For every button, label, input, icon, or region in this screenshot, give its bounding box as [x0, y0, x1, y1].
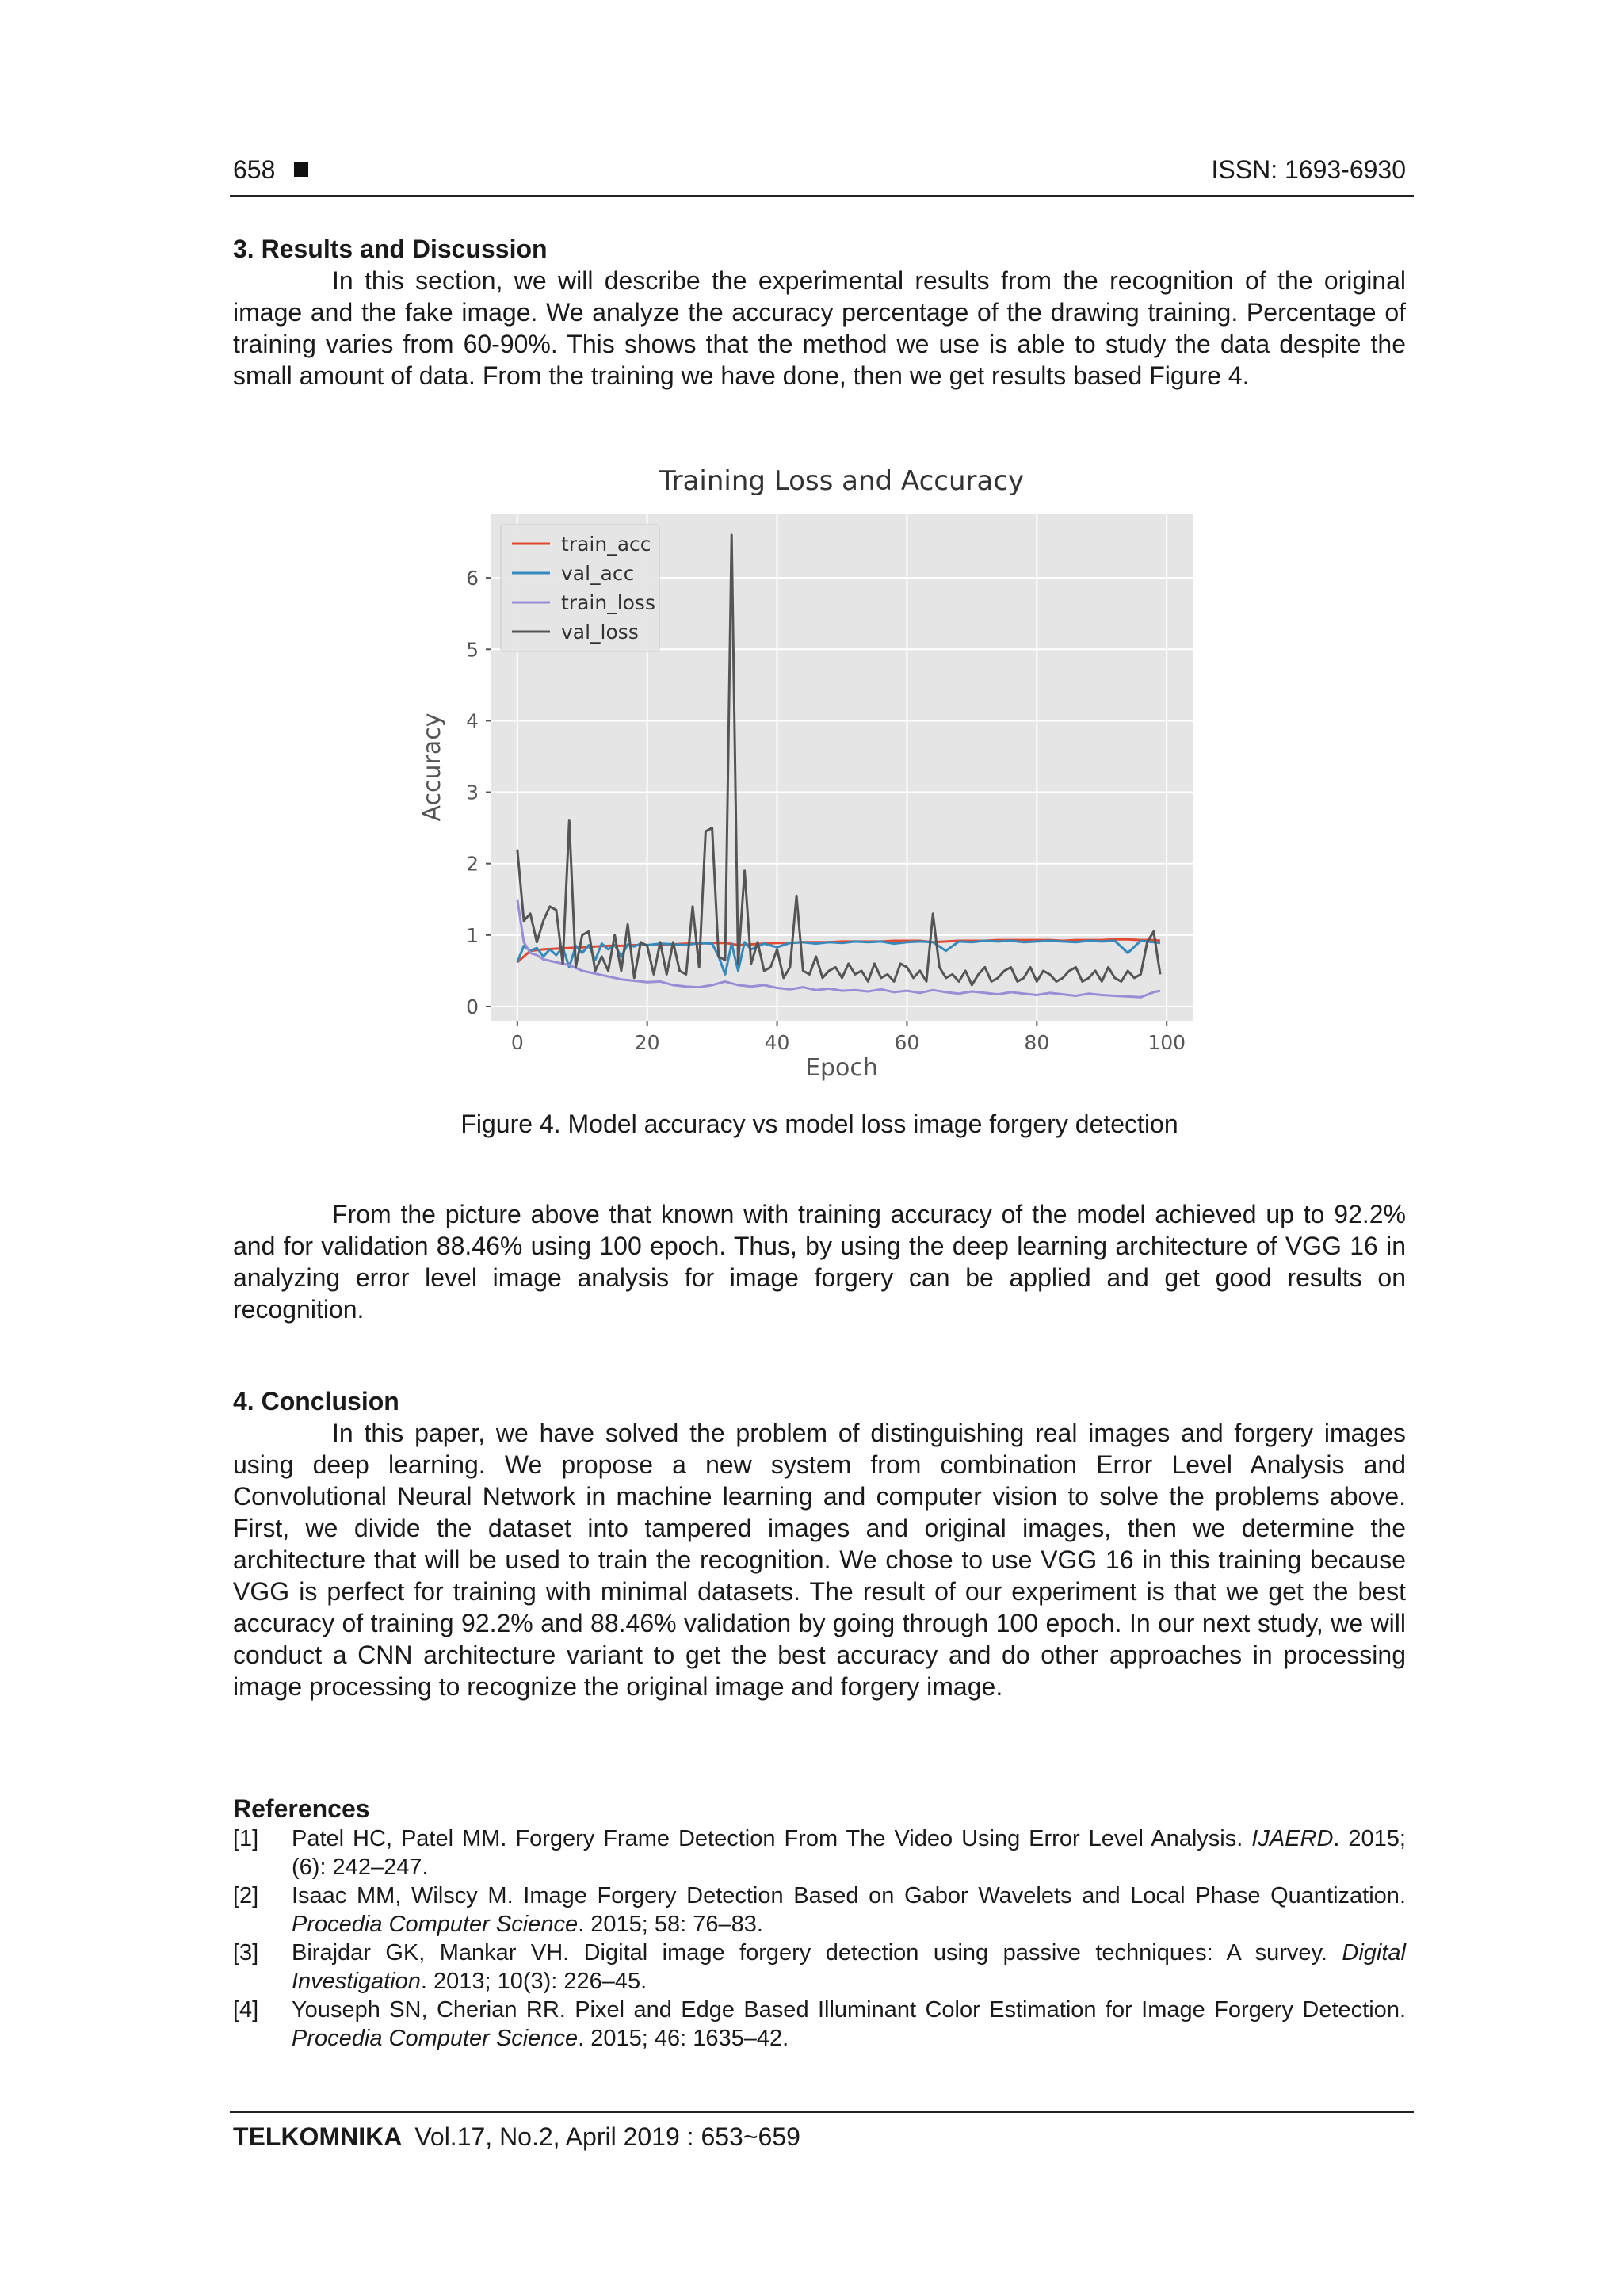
x-tick-label: 20: [634, 1031, 660, 1054]
y-tick-label: 4: [466, 709, 479, 733]
running-header: [233, 155, 1406, 197]
y-axis-label: Accuracy: [418, 712, 446, 822]
reference-number: [3]: [233, 1940, 259, 1966]
reference-item: [2] Isaac MM, Wilscy M. Image Forgery Detection Based on Gabor Wavelets and Local Phase Quantization. Procedia Computer Science. 2015; 58: 76–83.: [233, 1883, 1406, 1937]
x-tick-label: 60: [894, 1031, 920, 1054]
section-heading: 4. Conclusion: [233, 1387, 399, 1415]
y-tick-label: 3: [466, 781, 479, 804]
x-tick-label: 40: [764, 1031, 790, 1054]
y-tick-label: 6: [466, 567, 479, 590]
section-results: [233, 233, 1406, 392]
legend-label: val_acc: [561, 562, 635, 585]
footer-rule: [230, 2111, 1414, 2113]
section-paragraph: In this paper, we have solved the problem of distinguishing real images and forgery images using deep learning. We propose a new system from combination Error Level Analysis and Convolutional Neural Network in machine learning and computer vision to solve the problems above. First, we divide the dataset into tampered images and original images, then we determine the architecture that will be used to train the recognition. We chose to use VGG 16 in this training because VGG is perfect for training with minimal datasets. The result of our experiment is that we get the best accuracy of training 92.2% and 88.46% validation by going through 100 epoch. In our next study, we will conduct a CNN architecture variant to get the best accuracy and do other approaches in processing image processing to recognize the original image and forgery image.: [233, 1419, 1406, 1701]
legend-label: train_loss: [561, 591, 655, 614]
x-tick-label: 100: [1148, 1031, 1186, 1054]
y-tick-label: 0: [466, 995, 479, 1018]
header-rule: [230, 195, 1414, 197]
reference-number: [4]: [233, 1997, 259, 2023]
square-bullet-icon: [294, 162, 308, 177]
footer-details: Vol.17, No.2, April 2019 : 653~659: [414, 2122, 800, 2151]
section-heading: 3. Results and Discussion: [233, 235, 548, 263]
reference-item: [4] Youseph SN, Cherian RR. Pixel and Edge Based Illuminant Color Estimation for Image Forgery Detection. Procedia Computer Science. 2015; 46: 1635–42.: [233, 1997, 1406, 2051]
page-number: 658: [233, 155, 308, 185]
y-ticks: [466, 567, 491, 1018]
reference-item: [3] Birajdar GK, Mankar VH. Digital image forgery detection using passive techniques: A survey. Digital Investigation. 2013; 10(3): 226–45.: [233, 1940, 1406, 1994]
chart-legend: [501, 525, 659, 651]
references-heading: References: [233, 1794, 370, 1823]
training-chart: [412, 452, 1205, 1086]
section-conclusion: [233, 1385, 1406, 1702]
reference-number: [2]: [233, 1883, 259, 1908]
figure-caption: Figure 4. Model accuracy vs model loss image forgery detection: [460, 1110, 1178, 1138]
chart-title: Training Loss and Accuracy: [659, 465, 1025, 497]
legend-label: val_loss: [561, 621, 639, 644]
legend-label: train_acc: [561, 533, 651, 556]
running-footer: [233, 2122, 800, 2152]
x-ticks: [511, 1021, 1186, 1054]
discussion-text: [233, 1198, 1406, 1325]
y-tick-label: 1: [466, 923, 479, 947]
issn: ISSN: 1693-6930: [1211, 155, 1406, 184]
footer-journal: TELKOMNIKA: [233, 2122, 403, 2151]
section-paragraph: In this section, we will describe the experimental results from the recognition of the original image and the fake image. We analyze the accuracy percentage of the drawing training. Percentage of training varies from 60-90%. This shows that the method we use is able to study the data despite the small amount of data. From the training we have done, then we get results based Figure 4.: [233, 266, 1406, 390]
reference-number: [1]: [233, 1826, 259, 1851]
reference-item: [1] Patel HC, Patel MM. Forgery Frame Detection From The Video Using Error Level Analysis. IJAERD. 2015; (6): 242–247.: [233, 1826, 1406, 1880]
x-tick-label: 80: [1024, 1031, 1050, 1054]
y-tick-label: 2: [466, 852, 479, 876]
discussion-paragraph: From the picture above that known with training accuracy of the model achieved up to 92.2% and for validation 88.46% using 100 epoch. Thus, by using the deep learning architecture of VGG 16 in analyzing error level image analysis for image forgery can be applied and get good results on recognition.: [233, 1200, 1406, 1324]
y-tick-label: 5: [466, 638, 479, 662]
references: [233, 1793, 1406, 2053]
x-tick-label: 0: [510, 1031, 524, 1054]
x-axis-label: Epoch: [805, 1054, 878, 1082]
